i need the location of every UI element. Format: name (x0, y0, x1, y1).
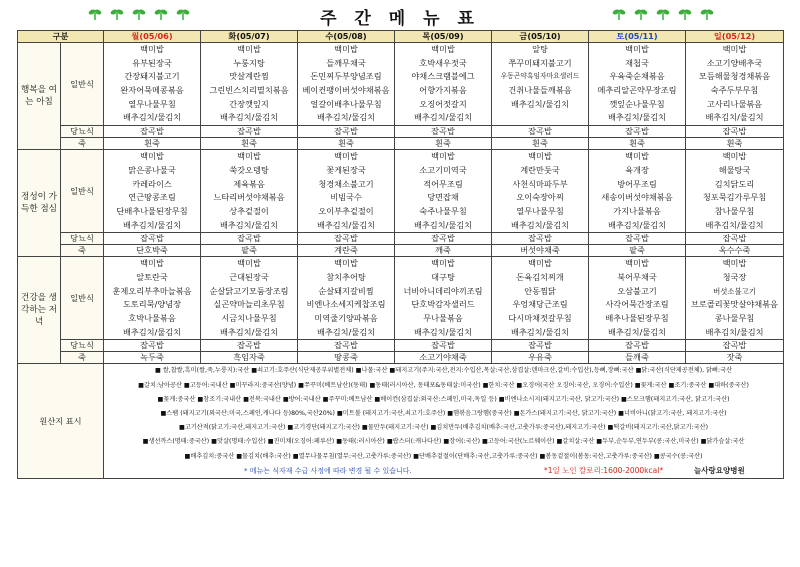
origin-line: ■스팸 (돼지고기(외국산:미국,스페인,캐나다 등)80%,국산20%) ■미트볼 (돼지고기:국산,쇠고기:호주산) ■햄볶음그랑햄(중국산) ■돈가스(돼지고기:국산, 닭고기:국산) ■너비아니(닭고기:국산, 돼지고기:국산) (160, 409, 727, 417)
menu-cell: 잡곡밥 (395, 340, 492, 352)
menu-cell: 백미밥 소고기양배추국 모듬해물청경채볶음 숙주두부무침 고사리나물볶음 배추김치/물김치 (686, 43, 784, 126)
dinner-general-row (18, 257, 784, 340)
menu-cell: 잡곡밥 (395, 233, 492, 245)
origin-line: ■갈치:남아공산 ■고등어:국내산 ■미꾸라지:중국산(양념) ■쭈꾸미(베트남산)(동태) ■동태(러시아산, 동태포&동태살:미국산) ■한치:국산 ■오징어(국산 오징어:국산, 오징어:수입산) ■꽃게:국산 ■조기:중국산 ■대하(중국산) (138, 381, 749, 389)
origin-line: ■고기산적(닭고기:국산,돼지고기:국산) ■고기경단(돼지고기:국산) ■물만두(돼지고기:국산) ■김치만두(배추김치(배추:국산,고춧가루:중국산),돼지고기:국산) ■떡갈비(돼지고기:국산,닭고기:국산) (179, 424, 709, 432)
general-label: 일반식 (61, 150, 104, 233)
menu-cell: 흑임자죽 (201, 352, 298, 364)
origin-row (18, 364, 784, 478)
origin-line: ■꽃게:중국산 ■참조기:국내산 ■전복:국내산 ■방어:국내산 ■주꾸미:베트남산 ■베이컨(삼겹살:외국산:스페인,미국,독일 등) ■비엔나소시지(돼지고기:국산, 닭고기:국산) ■스모크햄(돼지고기:국산, 닭고기:국산) (157, 395, 730, 403)
menu-cell: 흰죽 (492, 138, 589, 150)
menu-cell: 흰죽 (201, 138, 298, 150)
menu-cell: 백미밥 북어무채국 오삼불고기 사각어묵간장조림 배추나물된장무침 배추김치/물김치 (589, 257, 686, 340)
menu-cell: 들깨죽 (589, 352, 686, 364)
menu-cell: 계란죽 (298, 245, 395, 257)
menu-cell: 잡곡밥 (104, 126, 201, 138)
menu-change-note: * 메뉴는 식자재 수급 사정에 따라 변경 될 수 있습니다. (244, 466, 412, 475)
menu-cell: 백미밥 호박새우젓국 야채스크램블에그 어향가지볶음 오징어젓갈지 배추김치/물김치 (395, 43, 492, 126)
menu-cell: 옥수수죽 (686, 245, 784, 257)
menu-cell: 백미밥 소고기미역국 적어무조림 당면잡채 숙주나물무침 배추김치/물김치 (395, 150, 492, 233)
menu-cell: 알탕 쭈꾸미돼지불고기 우동곤약흑임자마요샐러드 건취나물들깨볶음 배추김치/물김치 (492, 43, 589, 126)
day-header: 토(05/11) (589, 31, 686, 43)
day-header: 화(05/07) (201, 31, 298, 43)
menu-cell: 흰죽 (104, 138, 201, 150)
page-title: 주 간 메 뉴 표 (320, 9, 480, 29)
day-header: 금(05/10) (492, 31, 589, 43)
dinner-porridge-row (18, 352, 784, 364)
sprout-icon (700, 8, 714, 20)
menu-cell: 백미밥 청국장 버섯소불고기 브로콜리꽃맛살야채볶음 콩나물무침 배추김치/물김치 (686, 257, 784, 340)
menu-cell: 백미밥 육개장 방어무조림 새송이버섯야채볶음 가지나물볶음 배추김치/물김치 (589, 150, 686, 233)
diabetic-label: 당뇨식 (61, 233, 104, 245)
dinner-label: 건강을 생각하는 저녁 (18, 257, 61, 364)
menu-cell: 백미밥 계란만둣국 사천식마파두부 오이숙장아찌 열무나물무침 배추김치/물김치 (492, 150, 589, 233)
menu-cell: 백미밥 돈육김치찌개 안동찜닭 우엉채당근조림 다시마채젓갈무침 배추김치/물김치 (492, 257, 589, 340)
menu-cell: 잡곡밥 (589, 340, 686, 352)
weekly-menu-table (17, 30, 784, 479)
menu-cell: 잡곡밥 (104, 233, 201, 245)
header-banner (0, 0, 800, 28)
day-header: 수(05/08) (298, 31, 395, 43)
lunch-diabetic-row (18, 233, 784, 245)
menu-cell: 잡곡밥 (686, 126, 784, 138)
menu-cell: 단호박죽 (104, 245, 201, 257)
menu-cell: 잡곡밥 (686, 340, 784, 352)
sprout-icon (634, 8, 648, 20)
day-header-row (18, 31, 784, 43)
menu-cell: 백미밥 유부된장국 간장돼지불고기 완자어묵메콩볶음 열무나물무침 배추김치/물김치 (104, 43, 201, 126)
day-header: 목(05/09) (395, 31, 492, 43)
diabetic-label: 당뇨식 (61, 126, 104, 138)
menu-cell: 백미밥 들깨무채국 돈민찌두부양념조림 베이컨팽이버섯야채볶음 얼갈이배추나물무침 배추김치/물김치 (298, 43, 395, 126)
menu-cell: 백미밥 해물탕국 김치닭도리 청포묵김가루무침 참나물무침 배추김치/물김치 (686, 150, 784, 233)
hospital-name: 늘사랑요양병원 (694, 465, 745, 475)
menu-cell: 백미밥 대구탕 너비아니데리야끼조림 단호박감자샐러드 무나물볶음 배추김치/물김치 (395, 257, 492, 340)
menu-cell: 팥죽 (589, 245, 686, 257)
menu-cell: 땅콩죽 (298, 352, 395, 364)
calorie-note: *1일 노인 칼로리:1600-2000kcal* (544, 465, 664, 475)
menu-cell: 흰죽 (589, 138, 686, 150)
menu-cell: 깨죽 (395, 245, 492, 257)
origin-line: ■생선까스(명태:중국산) ■맛살(명태:수입산) ■진미채(오징어:페루산) ■동태(:러시아산) ■랍스터(:캐나다산) ■장어(:국산) ■고등어:국산(노르웨이산) ■갈치살:국산 ■두부,순두부,연두부(콩:국산,미국산) ■닭가슴살:국산 (142, 438, 745, 446)
menu-cell: 잡곡밥 (104, 340, 201, 352)
menu-cell: 잡곡밥 (201, 233, 298, 245)
menu-cell: 흰죽 (395, 138, 492, 150)
menu-cell: 백미밥 꽃게된장국 청경채소불고기 비빔국수 오이부추겉절이 배추김치/물김치 (298, 150, 395, 233)
menu-cell: 녹두죽 (104, 352, 201, 364)
menu-cell: 흰죽 (298, 138, 395, 150)
menu-cell: 백미밥 쑥갓오뎅탕 제육볶음 느타리버섯야채볶음 상추겉절이 배추김치/물김치 (201, 150, 298, 233)
menu-cell: 백미밥 근대된장국 순살닭고기모둠장조림 실곤약마늘리초무침 시금치나물무침 배추김치/물김치 (201, 257, 298, 340)
origin-line: ■배추김치:중국산 ■물김치(배추:국산) ■열무나물무침(열무:국산,고춧가루:중국산) ■단배추겉절이(단배추:국산,고춧가루:중국산) ■봄동겉절이(봄동:국산,고춧가루:중국산) ■콩국수(콩:국산) (184, 452, 703, 460)
origin-label: 원산지 표시 (18, 364, 104, 478)
menu-cell: 잡곡밥 (395, 126, 492, 138)
porridge-label: 죽 (61, 352, 104, 364)
menu-cell: 백미밥 참치추어탕 순살돼지갈비찜 비엔나소세지케찹조림 미역줄기양파볶음 배추김치/물김치 (298, 257, 395, 340)
footer-notes (104, 464, 783, 478)
menu-cell: 소고기야채죽 (395, 352, 492, 364)
menu-cell: 잡곡밥 (298, 233, 395, 245)
sprout-icon (678, 8, 692, 20)
menu-cell: 백미밥 맑은콩나물국 카레라이스 연근땅콩조림 단배추나물된장무침 배추김치/물김치 (104, 150, 201, 233)
menu-cell: 흰죽 (686, 138, 784, 150)
menu-cell: 백미밥 재첩국 우육죽순채볶음 메추리알곤약무장조림 깻잎순나물무침 배추김치/물김치 (589, 43, 686, 126)
porridge-label: 죽 (61, 138, 104, 150)
breakfast-diabetic-row (18, 126, 784, 138)
porridge-label: 죽 (61, 245, 104, 257)
diabetic-label: 당뇨식 (61, 340, 104, 352)
day-header: 일(05/12) (686, 31, 784, 43)
menu-cell: 잡곡밥 (201, 126, 298, 138)
lunch-general-row (18, 150, 784, 233)
menu-cell: 백미밥 알토란국 훈제오리부추마늘볶음 도토리묵/양념장 호박나물볶음 배추김치/물김치 (104, 257, 201, 340)
origin-info (104, 364, 784, 478)
menu-cell: 잡곡밥 (589, 126, 686, 138)
lunch-label: 정성이 가득한 점심 (18, 150, 61, 257)
menu-cell: 잡곡밥 (298, 126, 395, 138)
menu-cell: 잡곡밥 (492, 126, 589, 138)
lunch-porridge-row (18, 245, 784, 257)
general-label: 일반식 (61, 43, 104, 126)
sprout-icon (656, 8, 670, 20)
sprout-icon (612, 8, 626, 20)
menu-cell: 팥죽 (201, 245, 298, 257)
general-label: 일반식 (61, 257, 104, 340)
day-header: 월(05/06) (104, 31, 201, 43)
origin-line: ■ 쌀,찹쌀,흑미(쌀,죽,누룽지):국산 ■쇠고기:호주산(식단제공부위별전체) ■나물:국산 ■돼지고기(주지:국산,전지:수입산,목살:국산,삼겹살:덴마크산,갈비:수입산),등뼈,장뼈:국산 ■닭:국산(식단제공전체), 닭뼈:국산 (154, 367, 733, 375)
menu-cell: 잡곡밥 (686, 233, 784, 245)
menu-cell: 잡곡밥 (589, 233, 686, 245)
breakfast-general-row (18, 43, 784, 126)
menu-cell: 잡곡밥 (201, 340, 298, 352)
menu-cell: 우유죽 (492, 352, 589, 364)
category-header: 구분 (18, 31, 104, 43)
menu-cell: 백미밥 누룽지탕 맛살계란찜 그린빈스치리멸치볶음 간장깻잎지 배추김치/물김치 (201, 43, 298, 126)
breakfast-label: 행복을 여는 아침 (18, 43, 61, 150)
menu-cell: 잣죽 (686, 352, 784, 364)
menu-cell: 잡곡밥 (492, 233, 589, 245)
menu-cell: 버섯야채죽 (492, 245, 589, 257)
menu-cell: 잡곡밥 (298, 340, 395, 352)
dinner-diabetic-row (18, 340, 784, 352)
breakfast-porridge-row (18, 138, 784, 150)
menu-cell: 잡곡밥 (492, 340, 589, 352)
